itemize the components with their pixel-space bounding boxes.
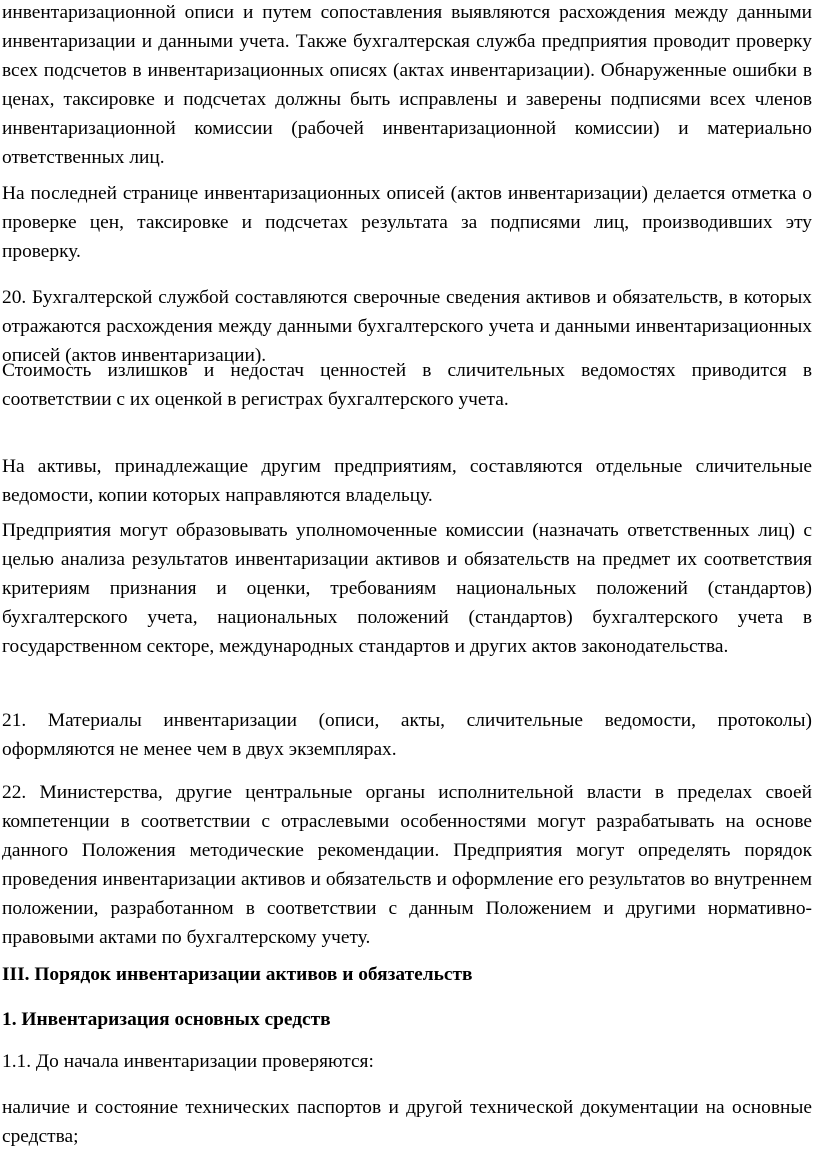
paragraph-discrepancies: инвентаризационной описи и путем сопоставления выявляются расхождения между данными инвентаризации и данными учета. Также бухгалтерская служба предприятия проводит проверку всех подсчетов в инвентаризационных описях (актах инвентаризации). Обнаруженные ошибки в ценах, таксировке и подсчетах должны быть исправлены и заверены подписями всех членов инвентаризационной комиссии (рабочей инвентаризационной комиссии) и материально ответственных лиц. (2, 2, 812, 168)
paragraph-item-21: 21. Материалы инвентаризации (описи, акты, сличительные ведомости, протоколы) оформляются не менее чем в двух экземплярах. (2, 710, 812, 760)
paragraph-surplus-value: Стоимость излишков и недостач ценностей в сличительных ведомостях приводится в соответствии с их оценкой в регистрах бухгалтерского учета. (2, 360, 812, 410)
paragraph-other-enterprises: На активы, принадлежащие другим предприятиям, составляются отдельные сличительные ведомости, копии которых направляются владельцу. (2, 456, 812, 506)
paragraph-item-20: 20. Бухгалтерской службой составляются сверочные сведения активов и обязательств, в которых отражаются расхождения между данными бухгалтерского учета и данными инвентаризационных описей (актов инвентаризации). (2, 287, 812, 366)
item-intro: 1.1. До начала инвентаризации проверяются: (2, 1051, 374, 1072)
section-heading: III. Порядок инвентаризации активов и обязательств (2, 964, 473, 985)
subsection-heading: 1. Инвентаризация основных средств (2, 1009, 331, 1030)
paragraph-commissions: Предприятия могут образовывать уполномоченные комиссии (назначать ответственных лиц) с целью анализа результатов инвентаризации активов и обязательств на предмет их соответствия критериям признания и оценки, требованиям национальных положений (стандартов) бухгалтерского учета, национальных положений (стандартов) бухгалтерского учета в государственном секторе, международных стандартов и других актов законодательства. (2, 520, 812, 657)
item-text: наличие и состояние технических паспортов и другой технической документации на основные средства; (2, 1097, 812, 1147)
paragraph-item-22: 22. Министерства, другие центральные органы исполнительной власти в пределах своей компетенции в соответствии с отраслевыми особенностями могут разрабатывать на основе данного Положения методические рекомендации. Предприятия могут определять порядок проведения инвентаризации активов и обязательств и оформление его результатов во внутреннем положении, разработанном в соответствии с данным Положением и другими нормативно-правовыми актами по бухгалтерскому учету. (2, 782, 812, 948)
paragraph-last-page-mark: На последней странице инвентаризационных описей (актов инвентаризации) делается отметка о проверке цен, таксировке и подсчетах результата за подписями лиц, производивших эту проверку. (2, 183, 812, 262)
